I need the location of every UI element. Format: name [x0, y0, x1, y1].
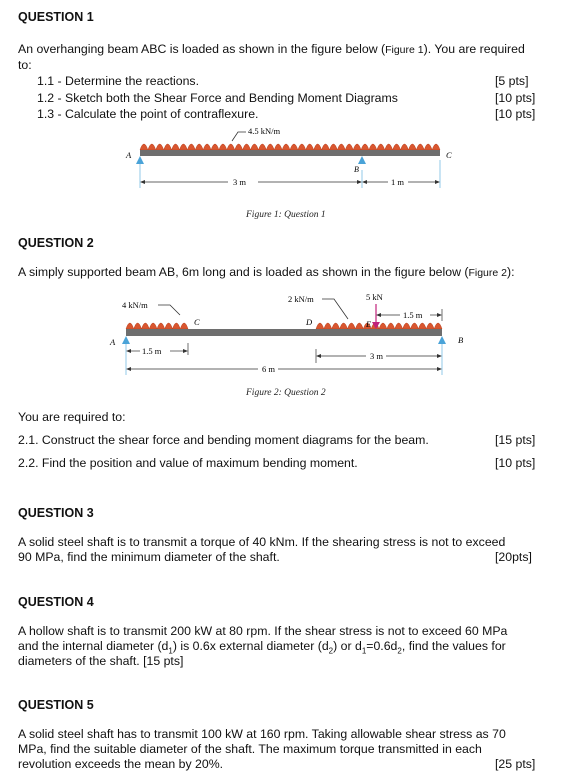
- load-4-label: 4 kN/m: [122, 300, 148, 310]
- dim-ab: 3 m: [233, 177, 246, 187]
- load-2-label: 2 kN/m: [288, 294, 314, 304]
- q4-sub-3: 1: [361, 646, 367, 656]
- q5-pts: [25 pts]: [495, 757, 536, 771]
- q4-text-c: ) or d: [333, 639, 362, 653]
- q2-required: You are required to:: [18, 410, 126, 424]
- q3-pts: [20pts]: [495, 550, 532, 564]
- q4-text-d: =0.6d: [366, 639, 398, 653]
- dim-1-5-left: 1.5 m: [142, 346, 162, 356]
- q1-item-1-pts: [5 pts]: [495, 74, 529, 88]
- label-a: A: [126, 150, 132, 160]
- label-c2: C: [194, 317, 200, 327]
- label-e: E: [366, 319, 372, 329]
- q3-title: QUESTION 3: [18, 506, 94, 520]
- label-d: D: [306, 317, 313, 327]
- q2-item-2: 2.2. Find the position and value of maximum bending moment.: [18, 456, 358, 470]
- q4-text-b: ) is 0.6x external diameter (d: [172, 639, 329, 653]
- q1-item-1: 1.1 - Determine the reactions.: [37, 74, 199, 88]
- q3-line-1: A solid steel shaft is to transmit a torque of 40 kNm. If the shearing stress is not to exceed: [18, 535, 506, 549]
- q5-line-3: revolution exceeds the mean by 20%.: [18, 757, 224, 771]
- figure-1-caption: Figure 1: Question 1: [246, 210, 326, 220]
- q4-text-a: and the internal diameter (d: [18, 639, 169, 653]
- udl-load-1: [140, 144, 440, 150]
- dim-bc: 1 m: [391, 177, 404, 187]
- figure-2: [100, 285, 480, 390]
- q2-item-2-pts: [10 pts]: [495, 456, 536, 470]
- udl-load-2: [316, 323, 442, 329]
- beam-ab: [126, 329, 442, 336]
- support-b2: [438, 336, 446, 344]
- q1-item-2: 1.2 - Sketch both the Shear Force and Bending Moment Diagrams: [37, 91, 398, 105]
- q2-item-1-pts: [15 pts]: [495, 433, 536, 447]
- q4-title: QUESTION 4: [18, 595, 94, 609]
- q1-figure-ref: Figure 1: [385, 44, 424, 56]
- q4-line-1: A hollow shaft is to transmit 200 kW at 80 rpm. If the shear stress is not to exceed 60 MPa: [18, 624, 508, 638]
- q1-intro-text-end: ). You are required: [423, 42, 525, 56]
- q5-title: QUESTION 5: [18, 698, 94, 712]
- q2-intro: [18, 264, 563, 281]
- dim-1-5-right: 1.5 m: [403, 310, 423, 320]
- q5-line-1: A solid steel shaft has to transmit 100 kW at 160 rpm. Taking allowable shear stress as 70: [18, 727, 506, 741]
- q3-line-2: 90 MPa, find the minimum diameter of the shaft.: [18, 550, 280, 564]
- q1-item-2-pts: [10 pts]: [495, 91, 536, 105]
- q4-sub-4: 2: [397, 646, 402, 656]
- point-load-label: 5 kN: [366, 292, 383, 302]
- support-a: [136, 156, 144, 164]
- dim-3m: 3 m: [370, 351, 383, 361]
- support-a2: [122, 336, 130, 344]
- q1-item-3: 1.3 - Calculate the point of contraflexure.: [37, 107, 259, 121]
- label-c: C: [446, 150, 452, 160]
- q4-text-e: , find the values for: [401, 639, 506, 653]
- q1-title: QUESTION 1: [18, 10, 94, 24]
- q4-sub-1: 1: [168, 646, 173, 656]
- dim-6m: 6 m: [262, 364, 275, 374]
- q4-sub-2: 2: [328, 646, 334, 656]
- q1-intro-text: An overhanging beam ABC is loaded as shown in the figure below (: [18, 42, 386, 56]
- q2-title: QUESTION 2: [18, 236, 94, 250]
- q4-line-3: diameters of the shaft. [15 pts]: [18, 654, 184, 668]
- support-b: [358, 156, 366, 164]
- load-label: 4.5 kN/m: [248, 126, 281, 136]
- q2-figure-ref: Figure 2: [468, 267, 507, 279]
- q1-intro-cont: to:: [18, 58, 32, 72]
- q2-intro-text: A simply supported beam AB, 6m long and is loaded as shown in the figure below (: [18, 265, 469, 279]
- beam-abc: [140, 150, 440, 156]
- figure-2-caption: Figure 2: Question 2: [246, 388, 326, 398]
- q1-intro: [18, 41, 558, 58]
- udl-load-4: [126, 323, 188, 329]
- label-a2: A: [110, 337, 116, 347]
- q1-item-3-pts: [10 pts]: [495, 107, 536, 121]
- label-b2: B: [458, 335, 464, 345]
- q2-item-1: 2.1. Construct the shear force and bending moment diagrams for the beam.: [18, 433, 429, 447]
- q5-line-2: MPa, find the suitable diameter of the shaft. The maximum torque transmitted in each: [18, 742, 482, 756]
- q2-intro-text-end: ):: [507, 265, 515, 279]
- label-b: B: [354, 165, 359, 174]
